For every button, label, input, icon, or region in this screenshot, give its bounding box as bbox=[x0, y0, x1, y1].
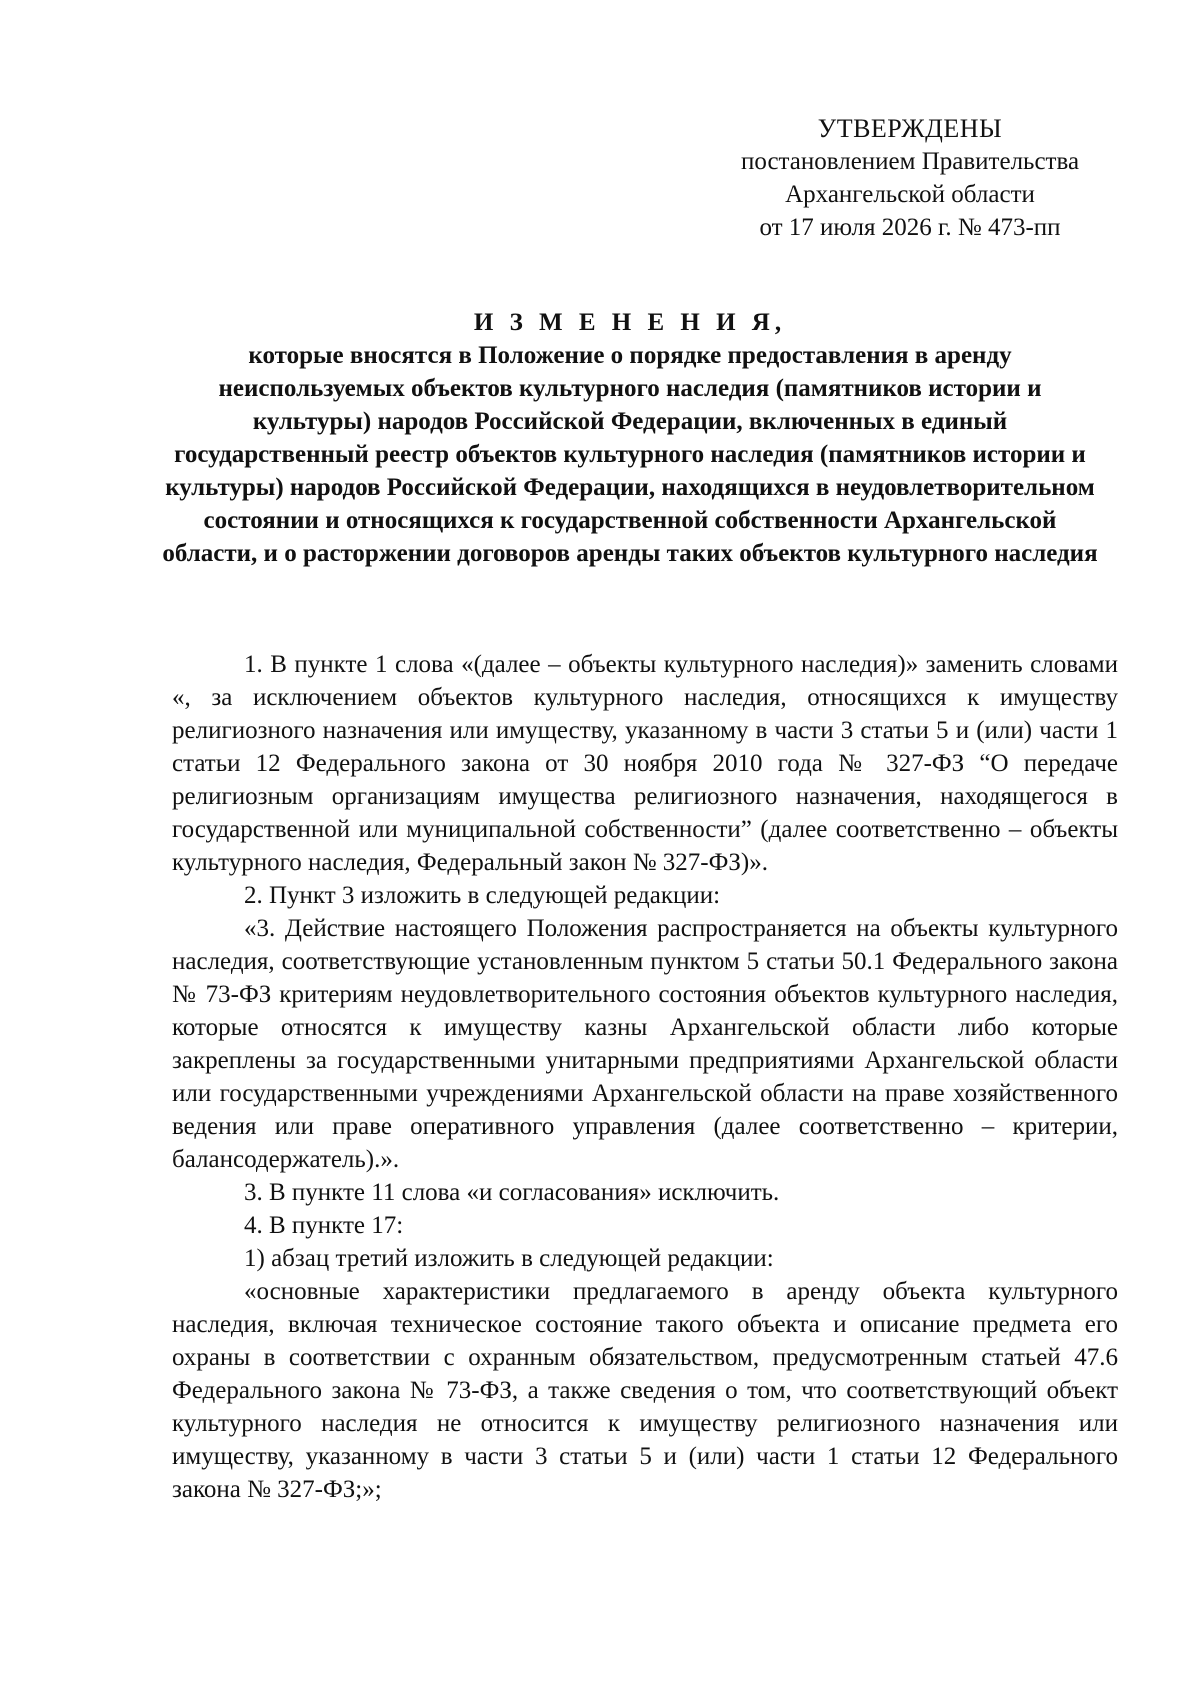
approval-line: Архангельской области bbox=[785, 181, 1035, 208]
paragraph: 2. Пункт 3 изложить в следующей редакции: bbox=[244, 882, 721, 909]
paragraph: «основные характеристики предлагаемого в аренду объекта культурного наследия, включая техническое состояние такого объекта и описание предмета его охраны в соответствии с охранным обязательством, предусмотренным статьей 47.6 Федерального закона № 73-ФЗ, а также сведения о том, что соответствующий объект культурного наследия не относится к имуществу религиозного назначения или имуществу, указанному в части 3 статьи 5 и (или) части 1 статьи 12 Федерального закона № 327-ФЗ;»; bbox=[172, 1278, 1118, 1503]
heading-title: И З М Е Н Е Н И Я, bbox=[473, 309, 787, 336]
approval-stamp bbox=[700, 112, 1120, 244]
approval-title: УТВЕРЖДЕНЫ bbox=[817, 114, 1003, 143]
document-body bbox=[172, 648, 1118, 1506]
paragraph: «3. Действие настоящего Положения распространяется на объекты культурного наследия, соответствующие установленным пунктом 5 статьи 50.1 Федерального закона № 73-ФЗ критериям неудовлетворительного состояния объектов культурного наследия, которые относятся к имуществу казны Архангельской области либо которые закреплены за государственными унитарными предприятиями Архангельской области или государственными учреждениями Архангельской области на праве хозяйственного ведения или праве оперативного управления (далее соответственно – критерии, балансодержатель).». bbox=[172, 915, 1118, 1173]
approval-line: постановлением Правительства bbox=[740, 148, 1080, 175]
paragraph: 1) абзац третий изложить в следующей редакции: bbox=[244, 1245, 774, 1272]
paragraph: 3. В пункте 11 слова «и согласования» исключить. bbox=[244, 1179, 780, 1206]
approval-date-line: от 17 июля 2026 г. № 473-пп bbox=[759, 214, 1061, 241]
document-heading bbox=[160, 306, 1100, 570]
heading-subtitle: которые вносятся в Положение о порядке предоставления в аренду неиспользуемых объектов культурного наследия (памятников истории и культуры) народов Российской Федерации, включенных в единый государственный реестр объектов культурного наследия (памятников истории и культуры) народов Российской Федерации, находящихся в неудовлетворительном состоянии и относящихся к государственной собственности Архангельской области, и о расторжении договоров аренды таких объектов культурного наследия bbox=[162, 342, 1098, 567]
paragraph: 1. В пункте 1 слова «(далее – объекты культурного наследия)» заменить словами «, за исключением объектов культурного наследия, относящихся к имуществу религиозного назначения или имуществу, указанному в части 3 статьи 5 и (или) части 1 статьи 12 Федерального закона от 30 ноября 2010 года № 327-ФЗ “О передаче религиозным организациям имущества религиозного назначения, находящегося в государственной или муниципальной собственности” (далее соответственно – объекты культурного наследия, Федеральный закон № 327-ФЗ)». bbox=[172, 651, 1118, 876]
paragraph: 4. В пункте 17: bbox=[244, 1212, 404, 1239]
